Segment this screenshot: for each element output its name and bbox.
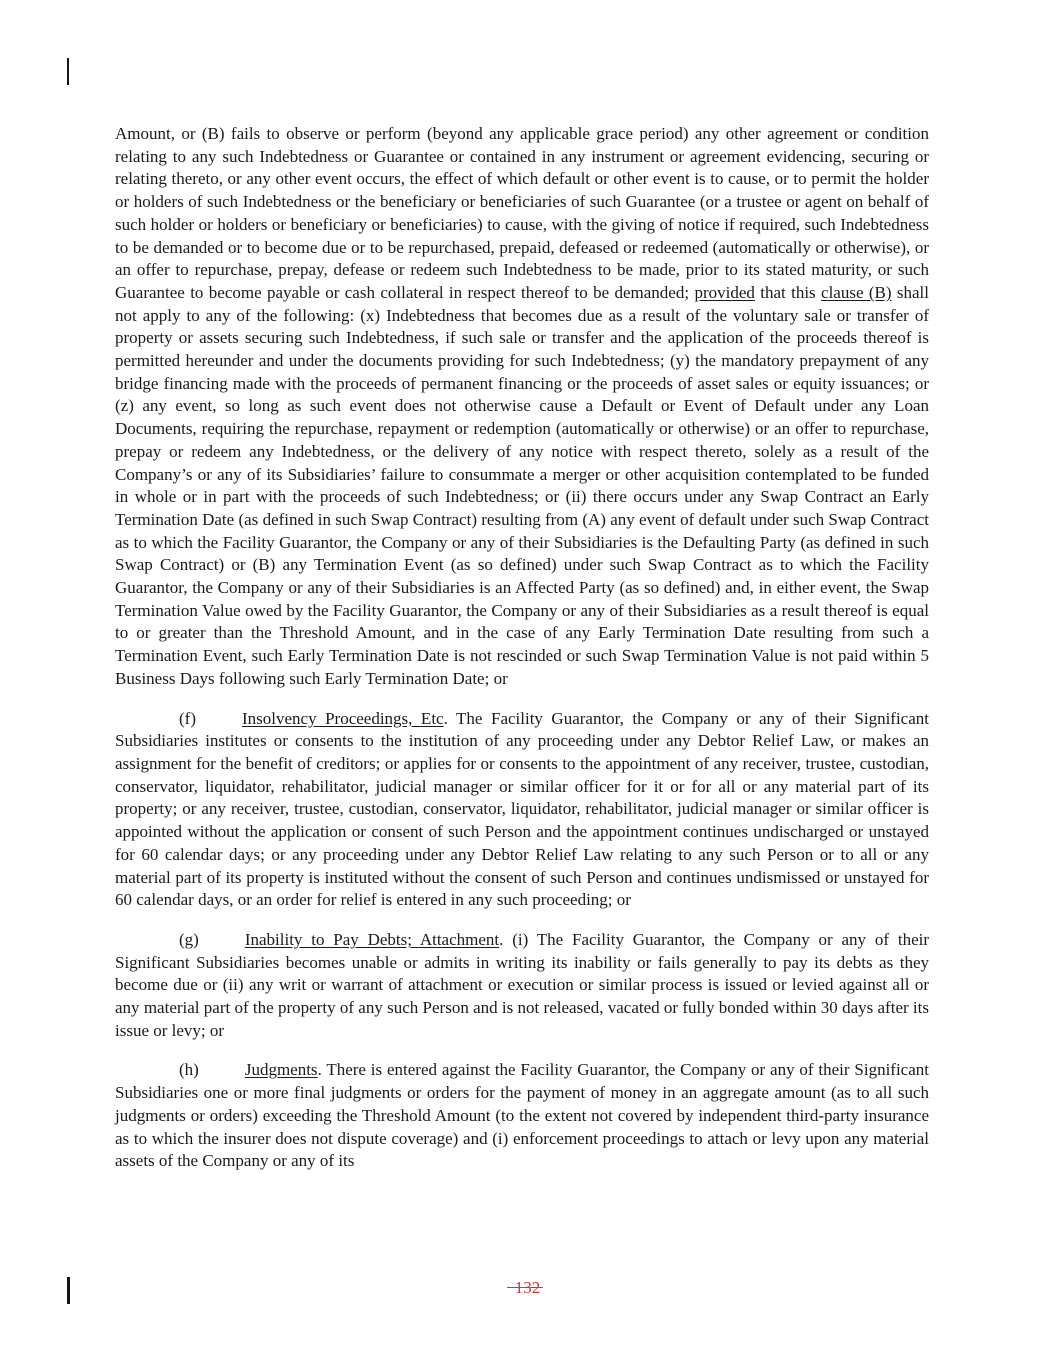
tab-spacer xyxy=(115,723,179,724)
underlined-term: Insolvency Proceedings, Etc xyxy=(241,708,444,728)
paragraph-clause-h xyxy=(115,1059,929,1173)
text-run: shall not apply to any of the following: (x) Indebtedness that becomes due as a result of the voluntary sale or transfer of property or assets securing such Indebtedness, if such sale or transfer and the application of the proceeds thereof is permitted hereunder and under the documents providing for such Indebtedness; (y) the mandatory prepayment of any bridge financing made with the proceeds of permanent financing or the proceeds of asset sales or equity issuances; or (z) any event, so long as such event does not otherwise cause a Default or Event of Default under any Loan Documents, requiring the repurchase, repayment or redemption (automatically or otherwise) or an offer to repurchase, prepay or redeem any Indebtedness, or the delivery of any notice with respect thereto, solely as a result of the Company’s or any of its Subsidiaries’ failure to consummate a merger or other acquisition contemplated to be funded in whole or in part with the proceeds of such Indebtedness; or (ii) there occurs under any Swap Contract an Early Termination Date (as defined in such Swap Contract) resulting from (A) any event of default under such Swap Contract as to which the Facility Guarantor, the Company or any of their Subsidiaries is the Defaulting Party (as defined in such Swap Contract) or (B) any Termination Event (as so defined) under such Swap Contract as to which the Facility Guarantor, the Company or any of their Subsidiaries is an Affected Party (as so defined) and, in either event, the Swap Termination Value owed by the Facility Guarantor, the Company or any of their Subsidiaries as a result thereof is equal to or greater than the Threshold Amount, and in the case of any Early Termination Date resulting from such a Termination Event, such Early Termination Date is not rescinded or such Swap Termination Value is not paid within 5 Business Days following such Early Termination Date; or xyxy=(115,282,930,688)
text-run: Amount, or (B) fails to observe or perform (beyond any applicable grace period) any other agreement or condition relating to any such Indebtedness or Guarantee or contained in any instrument or agreement evidencing, securing or relating thereto, or any other event occurs, the effect of which default or other event is to cause, or to permit the holder or holders of such Indebtedness or the beneficiary or beneficiaries of such Guarantee (or a trustee or agent on behalf of such holder or holders or beneficiary or beneficiaries) to cause, with the giving of notice if required, such Indebtedness to be demanded or to become due or to be repurchased, prepaid, defeased or redeemed (automatically or otherwise), or an offer to repurchase, prepay, defease or redeem such Indebtedness to be made, prior to its stated maturity, or such Guarantee to become payable or cash collateral in respect thereof to be demanded; xyxy=(115,124,929,302)
text-run: . (i) The Facility Guarantor, the Company or any of their Significant Subsidiaries becomes unable or admits in writing its inability or fails generally to pay its debts as they become due or (ii) any writ or warrant of attachment or execution or similar process is issued or levied against all or any material part of the property of any such Person and is not released, vacated or fully bonded within 30 days after its issue or levy; or xyxy=(115,929,929,1040)
text-run: . The Facility Guarantor, the Company or any of their Significant Subsidiaries institutes or consents to the institution of any proceeding under any Debtor Relief Law, or makes an assignment for the benefit of creditors; or applies for or consents to the appointment of any receiver, trustee, custodian, conservator, liquidator, rehabilitator, judicial manager or similar officer for it or for all or any material part of its property; or any receiver, trustee, custodian, conservator, liquidator, rehabilitator, judicial manager or similar officer is appointed without the application or consent of such Person and the appointment continues undischarged or unstayed for 60 calendar days; or any proceeding under any Debtor Relief Law relating to any such Person or to all or any material part of its property is instituted without the consent of such Person and continues undismissed or unstayed for 60 calendar days, or an order for relief is entered in any such proceeding; or xyxy=(115,708,929,910)
tab-spacer xyxy=(199,1074,245,1075)
text-run: (f) xyxy=(179,708,196,728)
tab-spacer xyxy=(115,944,179,945)
tab-spacer xyxy=(115,1074,179,1075)
underlined-term: Inability to Pay Debts; Attachment xyxy=(244,929,500,949)
change-bar-top xyxy=(67,58,69,85)
text-run: (h) xyxy=(179,1060,199,1080)
tab-spacer xyxy=(196,723,242,724)
tab-spacer xyxy=(199,944,245,945)
underlined-term: clause (B) xyxy=(821,282,892,302)
text-run: . There is entered against the Facility Guarantor, the Company or any of their Significant Subsidiaries one or more final judgments or orders for the payment of money in an aggregate amount (as to all such judgments or orders) exceeding the Threshold Amount (to the extent not covered by independent third-party insurance as to which the insurer does not dispute coverage) and (i) enforcement proceedings to attach or levy upon any material assets of the Company or any of its xyxy=(115,1060,929,1171)
text-run: that this xyxy=(754,282,822,302)
page-number: 132 xyxy=(514,1278,541,1297)
paragraph-clause-b-continuation xyxy=(115,123,929,691)
underlined-term: Judgments xyxy=(244,1060,318,1080)
underlined-term: provided xyxy=(694,282,755,302)
paragraph-clause-g xyxy=(115,929,929,1043)
page-footer xyxy=(0,1278,1055,1298)
document-body xyxy=(115,123,929,1190)
paragraph-clause-f xyxy=(115,708,929,912)
text-run: (g) xyxy=(179,929,199,949)
